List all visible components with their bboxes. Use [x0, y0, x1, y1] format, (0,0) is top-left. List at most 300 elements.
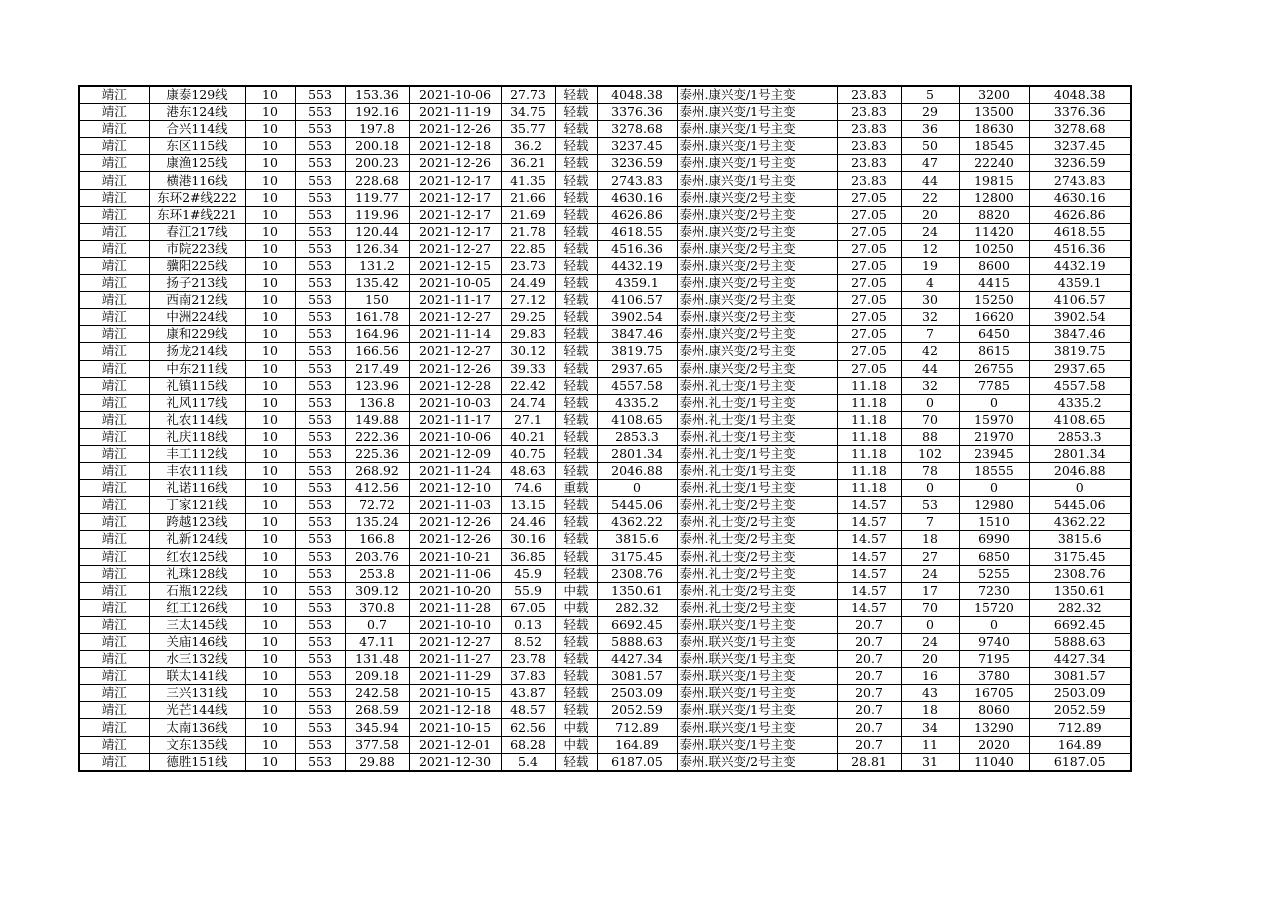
cell-transformer-rate: 20.7 [837, 634, 901, 651]
cell-district: 靖江 [79, 411, 149, 428]
cell-transformer: 泰州.礼士变/2号主变 [677, 548, 837, 565]
cell-available: 2937.65 [597, 360, 677, 377]
cell-district: 靖江 [79, 394, 149, 411]
cell-load: 153.36 [345, 86, 409, 104]
cell-capacity: 553 [295, 240, 345, 257]
cell-transformer-rate: 27.05 [837, 292, 901, 309]
cell-load-status: 轻载 [555, 668, 597, 685]
cell-capacity: 553 [295, 326, 345, 343]
cell-load: 268.59 [345, 702, 409, 719]
cell-voltage: 10 [245, 86, 295, 104]
cell-load-status: 轻载 [555, 206, 597, 223]
cell-count: 30 [901, 292, 959, 309]
cell-capacity: 553 [295, 292, 345, 309]
cell-count: 18 [901, 531, 959, 548]
cell-available: 4335.2 [597, 394, 677, 411]
cell-load: 166.56 [345, 343, 409, 360]
cell-load-status: 轻载 [555, 343, 597, 360]
cell-load-rate: 30.12 [501, 343, 555, 360]
cell-user-capacity: 16705 [959, 685, 1029, 702]
cell-transformer: 泰州.康兴变/2号主变 [677, 189, 837, 206]
table-row [79, 189, 1131, 206]
cell-transformer: 泰州.康兴变/2号主变 [677, 275, 837, 292]
cell-count: 44 [901, 360, 959, 377]
cell-load-rate: 43.87 [501, 685, 555, 702]
cell-available: 3237.45 [597, 138, 677, 155]
cell-load: 209.18 [345, 668, 409, 685]
cell-capacity: 553 [295, 719, 345, 736]
cell-remaining: 3236.59 [1029, 155, 1131, 172]
cell-remaining: 3376.36 [1029, 104, 1131, 121]
cell-load-rate: 30.16 [501, 531, 555, 548]
cell-capacity: 553 [295, 309, 345, 326]
table-row [79, 275, 1131, 292]
cell-remaining: 282.32 [1029, 599, 1131, 616]
cell-transformer-rate: 23.83 [837, 121, 901, 138]
cell-date: 2021-12-30 [409, 753, 501, 771]
cell-district: 靖江 [79, 463, 149, 480]
cell-capacity: 553 [295, 668, 345, 685]
cell-available: 3376.36 [597, 104, 677, 121]
cell-transformer: 泰州.康兴变/2号主变 [677, 309, 837, 326]
cell-line-name: 礼诺116线 [149, 480, 245, 497]
cell-remaining: 3847.46 [1029, 326, 1131, 343]
cell-line-name: 水三132线 [149, 651, 245, 668]
table-row [79, 753, 1131, 771]
cell-capacity: 553 [295, 172, 345, 189]
cell-transformer-rate: 27.05 [837, 360, 901, 377]
cell-load-rate: 36.2 [501, 138, 555, 155]
cell-line-name: 礼珠128线 [149, 565, 245, 582]
cell-remaining: 2801.34 [1029, 445, 1131, 462]
cell-district: 靖江 [79, 138, 149, 155]
cell-voltage: 10 [245, 719, 295, 736]
cell-user-capacity: 3780 [959, 668, 1029, 685]
cell-load-rate: 74.6 [501, 480, 555, 497]
cell-voltage: 10 [245, 360, 295, 377]
cell-load-status: 中载 [555, 719, 597, 736]
cell-transformer-rate: 20.7 [837, 616, 901, 633]
cell-remaining: 4108.65 [1029, 411, 1131, 428]
cell-load-status: 轻载 [555, 360, 597, 377]
cell-load: 135.24 [345, 514, 409, 531]
cell-load: 203.76 [345, 548, 409, 565]
cell-user-capacity: 19815 [959, 172, 1029, 189]
cell-load: 136.8 [345, 394, 409, 411]
cell-district: 靖江 [79, 155, 149, 172]
table-row [79, 634, 1131, 651]
cell-load: 192.16 [345, 104, 409, 121]
cell-transformer-rate: 14.57 [837, 599, 901, 616]
cell-available: 3815.6 [597, 531, 677, 548]
cell-load-rate: 36.85 [501, 548, 555, 565]
cell-transformer-rate: 27.05 [837, 309, 901, 326]
cell-transformer-rate: 14.57 [837, 582, 901, 599]
cell-user-capacity: 8820 [959, 206, 1029, 223]
cell-line-name: 东区115线 [149, 138, 245, 155]
cell-date: 2021-12-17 [409, 223, 501, 240]
cell-date: 2021-12-17 [409, 172, 501, 189]
cell-date: 2021-12-28 [409, 377, 501, 394]
cell-count: 11 [901, 736, 959, 753]
cell-count: 0 [901, 394, 959, 411]
cell-voltage: 10 [245, 651, 295, 668]
cell-user-capacity: 13290 [959, 719, 1029, 736]
cell-district: 靖江 [79, 719, 149, 736]
cell-transformer: 泰州.礼士变/2号主变 [677, 531, 837, 548]
cell-available: 3819.75 [597, 343, 677, 360]
table-row [79, 326, 1131, 343]
cell-voltage: 10 [245, 240, 295, 257]
cell-line-name: 三太145线 [149, 616, 245, 633]
cell-available: 4108.65 [597, 411, 677, 428]
cell-load: 225.36 [345, 445, 409, 462]
cell-voltage: 10 [245, 411, 295, 428]
cell-transformer: 泰州.康兴变/1号主变 [677, 155, 837, 172]
cell-remaining: 2052.59 [1029, 702, 1131, 719]
cell-district: 靖江 [79, 326, 149, 343]
cell-load: 377.58 [345, 736, 409, 753]
cell-transformer: 泰州.礼士变/2号主变 [677, 565, 837, 582]
cell-load-rate: 21.69 [501, 206, 555, 223]
cell-transformer-rate: 23.83 [837, 138, 901, 155]
cell-transformer: 泰州.康兴变/1号主变 [677, 138, 837, 155]
cell-date: 2021-10-06 [409, 86, 501, 104]
cell-load-status: 轻载 [555, 548, 597, 565]
cell-transformer-rate: 27.05 [837, 206, 901, 223]
cell-capacity: 553 [295, 685, 345, 702]
cell-capacity: 553 [295, 411, 345, 428]
table-row [79, 411, 1131, 428]
cell-count: 88 [901, 428, 959, 445]
cell-transformer: 泰州.康兴变/2号主变 [677, 257, 837, 274]
cell-remaining: 4335.2 [1029, 394, 1131, 411]
cell-capacity: 553 [295, 582, 345, 599]
cell-count: 70 [901, 599, 959, 616]
cell-transformer: 泰州.礼士变/1号主变 [677, 428, 837, 445]
cell-user-capacity: 5255 [959, 565, 1029, 582]
cell-user-capacity: 7195 [959, 651, 1029, 668]
cell-available: 4516.36 [597, 240, 677, 257]
cell-line-name: 康渔125线 [149, 155, 245, 172]
cell-load-rate: 34.75 [501, 104, 555, 121]
cell-transformer: 泰州.礼士变/1号主变 [677, 480, 837, 497]
cell-load-rate: 35.77 [501, 121, 555, 138]
cell-line-name: 丰农111线 [149, 463, 245, 480]
cell-line-name: 丰工112线 [149, 445, 245, 462]
cell-voltage: 10 [245, 463, 295, 480]
cell-load-status: 轻载 [555, 463, 597, 480]
cell-district: 靖江 [79, 480, 149, 497]
cell-voltage: 10 [245, 531, 295, 548]
cell-load-status: 轻载 [555, 138, 597, 155]
cell-capacity: 553 [295, 599, 345, 616]
cell-load-status: 轻载 [555, 309, 597, 326]
cell-capacity: 553 [295, 445, 345, 462]
cell-load-status: 轻载 [555, 497, 597, 514]
cell-load-rate: 24.74 [501, 394, 555, 411]
cell-district: 靖江 [79, 172, 149, 189]
cell-capacity: 553 [295, 480, 345, 497]
cell-transformer: 泰州.礼士变/1号主变 [677, 377, 837, 394]
cell-user-capacity: 13500 [959, 104, 1029, 121]
cell-load: 412.56 [345, 480, 409, 497]
table-row [79, 394, 1131, 411]
cell-date: 2021-12-26 [409, 514, 501, 531]
cell-load: 268.92 [345, 463, 409, 480]
cell-remaining: 712.89 [1029, 719, 1131, 736]
cell-capacity: 553 [295, 138, 345, 155]
cell-remaining: 3081.57 [1029, 668, 1131, 685]
cell-voltage: 10 [245, 616, 295, 633]
cell-count: 24 [901, 634, 959, 651]
cell-remaining: 2503.09 [1029, 685, 1131, 702]
cell-remaining: 1350.61 [1029, 582, 1131, 599]
cell-date: 2021-12-01 [409, 736, 501, 753]
cell-district: 靖江 [79, 206, 149, 223]
cell-available: 5445.06 [597, 497, 677, 514]
cell-district: 靖江 [79, 668, 149, 685]
table-row [79, 155, 1131, 172]
cell-district: 靖江 [79, 685, 149, 702]
cell-user-capacity: 12980 [959, 497, 1029, 514]
cell-available: 4427.34 [597, 651, 677, 668]
cell-available: 4626.86 [597, 206, 677, 223]
cell-date: 2021-10-20 [409, 582, 501, 599]
cell-load-rate: 13.15 [501, 497, 555, 514]
cell-user-capacity: 7230 [959, 582, 1029, 599]
cell-load-status: 轻载 [555, 531, 597, 548]
cell-count: 43 [901, 685, 959, 702]
cell-load-rate: 22.42 [501, 377, 555, 394]
cell-transformer: 泰州.康兴变/1号主变 [677, 86, 837, 104]
cell-district: 靖江 [79, 753, 149, 771]
cell-available: 2052.59 [597, 702, 677, 719]
cell-remaining: 3237.45 [1029, 138, 1131, 155]
cell-load-rate: 27.73 [501, 86, 555, 104]
cell-transformer-rate: 23.83 [837, 86, 901, 104]
cell-transformer: 泰州.礼士变/2号主变 [677, 599, 837, 616]
cell-line-name: 关庙146线 [149, 634, 245, 651]
cell-remaining: 2937.65 [1029, 360, 1131, 377]
cell-line-name: 春江217线 [149, 223, 245, 240]
cell-capacity: 553 [295, 736, 345, 753]
cell-line-name: 联太141线 [149, 668, 245, 685]
table-row [79, 668, 1131, 685]
cell-line-name: 市院223线 [149, 240, 245, 257]
cell-remaining: 4048.38 [1029, 86, 1131, 104]
cell-district: 靖江 [79, 514, 149, 531]
cell-line-name: 礼风117线 [149, 394, 245, 411]
cell-transformer-rate: 28.81 [837, 753, 901, 771]
cell-date: 2021-11-28 [409, 599, 501, 616]
cell-load-status: 轻载 [555, 189, 597, 206]
cell-date: 2021-12-26 [409, 360, 501, 377]
cell-district: 靖江 [79, 582, 149, 599]
cell-available: 3847.46 [597, 326, 677, 343]
cell-transformer: 泰州.联兴变/1号主变 [677, 651, 837, 668]
cell-transformer: 泰州.礼士变/2号主变 [677, 582, 837, 599]
cell-load-rate: 5.4 [501, 753, 555, 771]
data-table [78, 85, 1132, 772]
cell-load: 166.8 [345, 531, 409, 548]
cell-transformer-rate: 27.05 [837, 223, 901, 240]
cell-line-name: 红农125线 [149, 548, 245, 565]
cell-load: 242.58 [345, 685, 409, 702]
cell-load-rate: 39.33 [501, 360, 555, 377]
cell-voltage: 10 [245, 189, 295, 206]
cell-line-name: 德胜151线 [149, 753, 245, 771]
cell-voltage: 10 [245, 685, 295, 702]
cell-district: 靖江 [79, 292, 149, 309]
table-row [79, 309, 1131, 326]
cell-date: 2021-10-10 [409, 616, 501, 633]
cell-load-status: 轻载 [555, 257, 597, 274]
cell-available: 4630.16 [597, 189, 677, 206]
cell-load-rate: 45.9 [501, 565, 555, 582]
cell-voltage: 10 [245, 497, 295, 514]
cell-available: 4106.57 [597, 292, 677, 309]
cell-count: 0 [901, 616, 959, 633]
cell-load: 228.68 [345, 172, 409, 189]
cell-date: 2021-11-14 [409, 326, 501, 343]
cell-district: 靖江 [79, 86, 149, 104]
cell-date: 2021-12-26 [409, 155, 501, 172]
cell-load-status: 轻载 [555, 394, 597, 411]
cell-voltage: 10 [245, 582, 295, 599]
cell-load: 47.11 [345, 634, 409, 651]
cell-district: 靖江 [79, 309, 149, 326]
table-row [79, 616, 1131, 633]
cell-voltage: 10 [245, 702, 295, 719]
cell-voltage: 10 [245, 548, 295, 565]
cell-date: 2021-10-15 [409, 685, 501, 702]
cell-district: 靖江 [79, 275, 149, 292]
cell-count: 31 [901, 753, 959, 771]
cell-voltage: 10 [245, 634, 295, 651]
cell-date: 2021-10-06 [409, 428, 501, 445]
cell-transformer-rate: 27.05 [837, 326, 901, 343]
table-row [79, 377, 1131, 394]
cell-load-rate: 27.1 [501, 411, 555, 428]
cell-district: 靖江 [79, 736, 149, 753]
cell-transformer: 泰州.礼士变/2号主变 [677, 514, 837, 531]
cell-line-name: 光芒144线 [149, 702, 245, 719]
cell-line-name: 礼镇115线 [149, 377, 245, 394]
table-row [79, 599, 1131, 616]
cell-line-name: 合兴114线 [149, 121, 245, 138]
cell-load-rate: 40.75 [501, 445, 555, 462]
cell-district: 靖江 [79, 257, 149, 274]
cell-count: 24 [901, 565, 959, 582]
cell-load-status: 轻载 [555, 616, 597, 633]
cell-transformer-rate: 23.83 [837, 172, 901, 189]
cell-voltage: 10 [245, 377, 295, 394]
cell-available: 3236.59 [597, 155, 677, 172]
cell-load-rate: 21.66 [501, 189, 555, 206]
cell-district: 靖江 [79, 121, 149, 138]
cell-load-rate: 27.12 [501, 292, 555, 309]
cell-count: 5 [901, 86, 959, 104]
cell-date: 2021-12-26 [409, 531, 501, 548]
cell-load-status: 中载 [555, 599, 597, 616]
cell-remaining: 4359.1 [1029, 275, 1131, 292]
cell-load-status: 轻载 [555, 651, 597, 668]
cell-transformer-rate: 14.57 [837, 514, 901, 531]
cell-date: 2021-12-27 [409, 309, 501, 326]
cell-transformer: 泰州.康兴变/2号主变 [677, 343, 837, 360]
cell-load: 72.72 [345, 497, 409, 514]
cell-available: 4432.19 [597, 257, 677, 274]
cell-available: 712.89 [597, 719, 677, 736]
cell-remaining: 5888.63 [1029, 634, 1131, 651]
cell-load-status: 轻载 [555, 86, 597, 104]
table-row [79, 121, 1131, 138]
cell-available: 6692.45 [597, 616, 677, 633]
cell-count: 44 [901, 172, 959, 189]
cell-user-capacity: 2020 [959, 736, 1029, 753]
cell-available: 5888.63 [597, 634, 677, 651]
cell-user-capacity: 21970 [959, 428, 1029, 445]
cell-count: 0 [901, 480, 959, 497]
cell-user-capacity: 1510 [959, 514, 1029, 531]
cell-user-capacity: 3200 [959, 86, 1029, 104]
cell-district: 靖江 [79, 104, 149, 121]
cell-capacity: 553 [295, 753, 345, 771]
cell-user-capacity: 15970 [959, 411, 1029, 428]
cell-date: 2021-12-27 [409, 634, 501, 651]
cell-load: 370.8 [345, 599, 409, 616]
cell-voltage: 10 [245, 206, 295, 223]
cell-available: 1350.61 [597, 582, 677, 599]
cell-load: 200.23 [345, 155, 409, 172]
cell-date: 2021-11-17 [409, 292, 501, 309]
cell-capacity: 553 [295, 275, 345, 292]
cell-remaining: 3902.54 [1029, 309, 1131, 326]
cell-available: 6187.05 [597, 753, 677, 771]
cell-date: 2021-11-27 [409, 651, 501, 668]
table-row [79, 240, 1131, 257]
table-row [79, 565, 1131, 582]
cell-count: 50 [901, 138, 959, 155]
cell-load-status: 中载 [555, 582, 597, 599]
cell-load: 309.12 [345, 582, 409, 599]
cell-district: 靖江 [79, 565, 149, 582]
cell-district: 靖江 [79, 634, 149, 651]
cell-count: 17 [901, 582, 959, 599]
cell-district: 靖江 [79, 240, 149, 257]
cell-load-status: 轻载 [555, 292, 597, 309]
cell-transformer: 泰州.康兴变/2号主变 [677, 206, 837, 223]
cell-remaining: 4618.55 [1029, 223, 1131, 240]
cell-user-capacity: 16620 [959, 309, 1029, 326]
cell-load: 164.96 [345, 326, 409, 343]
cell-count: 20 [901, 651, 959, 668]
cell-remaining: 0 [1029, 480, 1131, 497]
cell-load-status: 轻载 [555, 565, 597, 582]
table-row [79, 685, 1131, 702]
cell-count: 24 [901, 223, 959, 240]
cell-remaining: 4106.57 [1029, 292, 1131, 309]
cell-user-capacity: 9740 [959, 634, 1029, 651]
cell-count: 18 [901, 702, 959, 719]
cell-count: 36 [901, 121, 959, 138]
cell-capacity: 553 [295, 377, 345, 394]
cell-transformer: 泰州.联兴变/1号主变 [677, 634, 837, 651]
cell-user-capacity: 6450 [959, 326, 1029, 343]
cell-line-name: 横港116线 [149, 172, 245, 189]
cell-user-capacity: 11420 [959, 223, 1029, 240]
